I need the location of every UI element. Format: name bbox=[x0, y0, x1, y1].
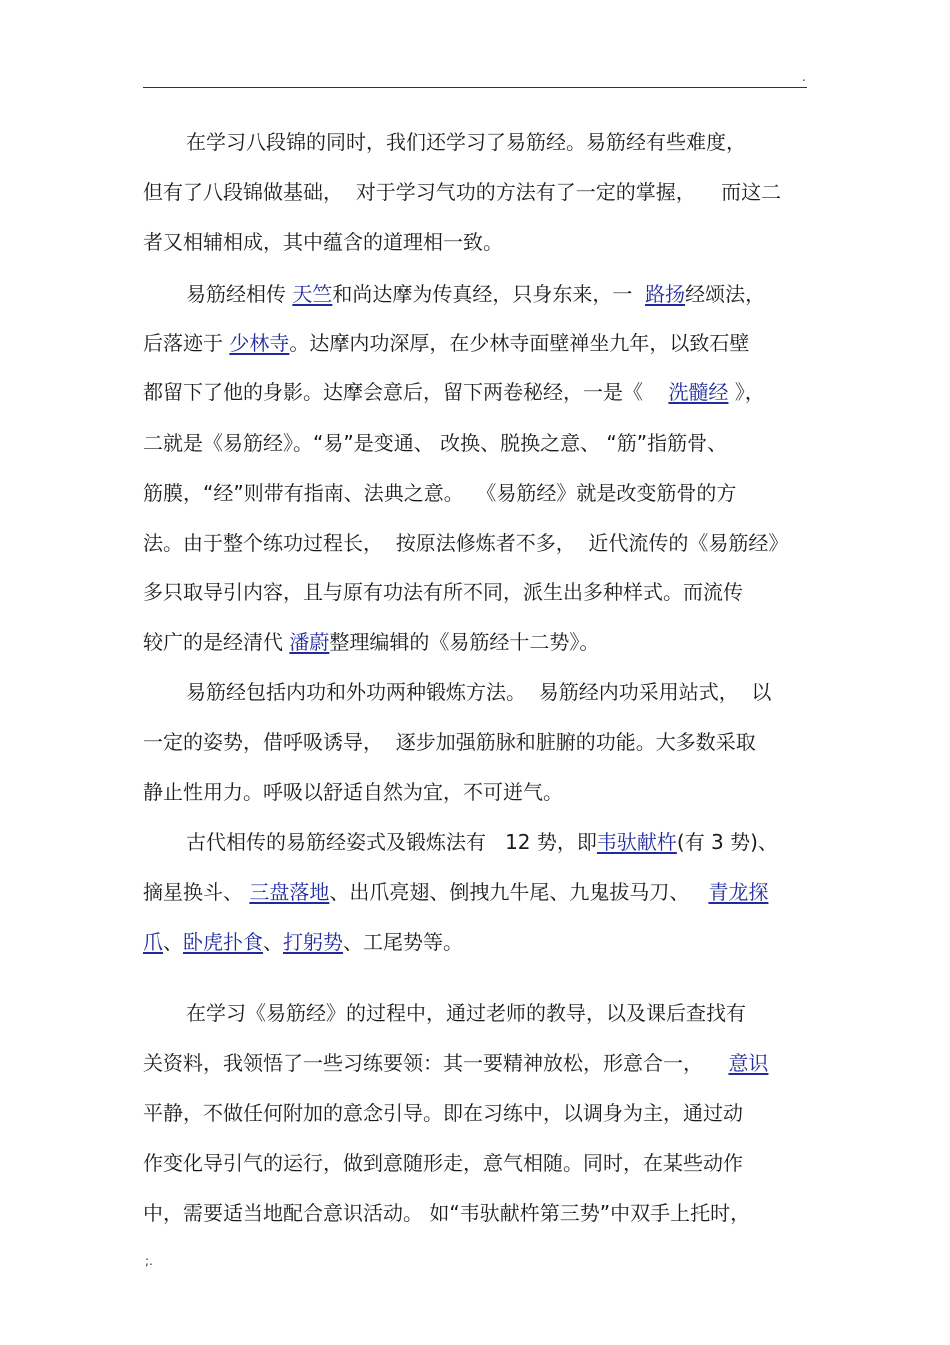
text-line bbox=[186, 128, 858, 156]
text-run: 。达摩内功深厚，在少林寺面壁禅坐九年，以致石壁 bbox=[289, 331, 750, 355]
hyperlink[interactable]: 韦驮献杵 bbox=[596, 830, 677, 854]
hyperlink[interactable]: 洗髓经 bbox=[668, 380, 729, 404]
text-run: 在学习《易筋经》的过程中，通过老师的教导，以及课后查找有 bbox=[186, 1001, 746, 1025]
text-line bbox=[143, 479, 815, 507]
text-line bbox=[143, 378, 815, 406]
text-line bbox=[143, 878, 815, 906]
text-run: 在学习八段锦的同时，我们还学习了易筋经。易筋经有些难度， bbox=[186, 130, 746, 154]
text-line bbox=[186, 999, 858, 1027]
hyperlink[interactable]: 卧虎扑食 bbox=[183, 930, 263, 954]
text-run: 多只取导引内容，且与原有功法有所不同，派生出多种样式。而流传 bbox=[143, 580, 743, 604]
text-line bbox=[143, 928, 815, 956]
header-rule bbox=[143, 87, 807, 88]
text-run: 易筋经相传 bbox=[186, 282, 293, 306]
text-line bbox=[143, 329, 815, 357]
text-run: 》， bbox=[728, 380, 765, 404]
text-line bbox=[143, 778, 815, 806]
text-line bbox=[186, 280, 858, 308]
text-line bbox=[143, 1199, 815, 1227]
hyperlink[interactable]: 三盘落地 bbox=[249, 880, 330, 904]
text-run: 、 bbox=[163, 930, 183, 954]
text-run: 作变化导引气的运行，做到意随形走，意气相随。同时，在某些动作 bbox=[143, 1151, 743, 1175]
text-run: 平静，不做任何附加的意念引导。即在习练中，以调身为主，通过动 bbox=[143, 1101, 743, 1125]
text-line bbox=[143, 728, 815, 756]
hyperlink[interactable]: 意识 bbox=[728, 1051, 769, 1075]
text-run: 、 bbox=[263, 930, 283, 954]
text-run: 但有了八段锦做基础， 对于学习气功的方法有了一定的掌握， 而这二 bbox=[143, 180, 782, 204]
text-run: 整理编辑的《易筋经十二势》。 bbox=[329, 630, 600, 654]
text-line bbox=[143, 578, 815, 606]
text-run: 、出爪亮翅、倒拽九牛尾、九鬼拔马刀、 bbox=[329, 880, 709, 904]
text-line bbox=[143, 1049, 815, 1077]
text-line bbox=[186, 678, 858, 706]
text-run: 者又相辅相成，其中蕴含的道理相一致。 bbox=[143, 230, 503, 254]
text-run: 二就是《易筋经》。“易”是变通、 改换、脱换之意、 “筋”指筋骨、 bbox=[143, 431, 728, 455]
text-run: 一定的姿势，借呼吸诱导， 逐步加强筋脉和脏腑的功能。大多数采取 bbox=[143, 730, 756, 754]
text-run: 易筋经包括内功和外功两种锻炼方法。 易筋经内功采用站式， 以 bbox=[186, 680, 772, 704]
text-line bbox=[143, 178, 815, 206]
text-line bbox=[143, 628, 815, 656]
hyperlink[interactable]: 天竺 bbox=[292, 282, 333, 306]
hyperlink[interactable]: 打躬势 bbox=[283, 930, 343, 954]
text-run: 后落迹于 bbox=[143, 331, 230, 355]
text-line bbox=[143, 429, 815, 457]
text-line bbox=[143, 228, 815, 256]
text-run: 关资料，我领悟了一些习练要领：其一要精神放松，形意合一， bbox=[143, 1051, 729, 1075]
hyperlink[interactable]: 青龙探 bbox=[708, 880, 769, 904]
text-run: 法。由于整个练功过程长， 按原法修炼者不多， 近代流传的《易筋经》 bbox=[143, 531, 789, 555]
text-run: 和尚达摩为传真经，只身东来，一 bbox=[332, 282, 646, 306]
hyperlink[interactable]: 潘蔚 bbox=[289, 630, 330, 654]
text-run: 中，需要适当地配合意识活动。 如“韦驮献杵第三势”中双手上托时， bbox=[143, 1201, 751, 1225]
hyperlink[interactable]: 路扬 bbox=[645, 282, 686, 306]
text-run: 、工尾势等。 bbox=[343, 930, 463, 954]
text-run: (有 3 势)、 bbox=[676, 830, 778, 854]
text-run: 较广的是经清代 bbox=[143, 630, 290, 654]
text-line bbox=[186, 828, 858, 856]
text-run: 静止性用力。呼吸以舒适自然为宜，不可迸气。 bbox=[143, 780, 563, 804]
text-run: 古代相传的易筋经姿式及锻炼法有 12 势，即 bbox=[186, 830, 597, 854]
footer-mark: ;. bbox=[145, 1254, 153, 1268]
header-mark: . bbox=[802, 70, 806, 84]
hyperlink[interactable]: 少林寺 bbox=[229, 331, 290, 355]
text-run: 经颂法， bbox=[685, 282, 766, 306]
text-run: 都留下了他的身影。达摩会意后，留下两卷秘经，一是《 bbox=[143, 380, 669, 404]
text-line bbox=[143, 1149, 815, 1177]
hyperlink[interactable]: 爪 bbox=[143, 930, 163, 954]
text-line bbox=[143, 529, 815, 557]
text-line bbox=[143, 1099, 815, 1127]
text-run: 筋膜，“经”则带有指南、法典之意。 《易筋经》就是改变筋骨的方 bbox=[143, 481, 737, 505]
text-run: 摘星换斗、 bbox=[143, 880, 250, 904]
